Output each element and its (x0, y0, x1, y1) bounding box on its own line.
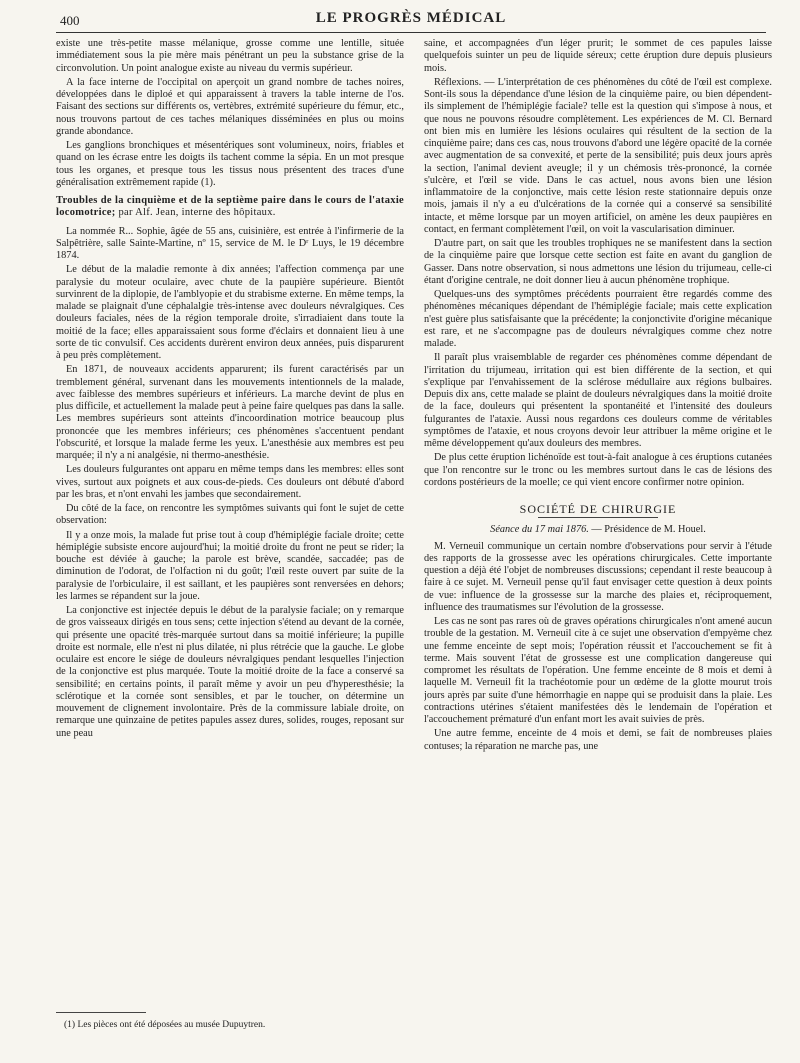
paragraph: existe une très-petite masse mélanique, grosse comme une lentille, située immédiatement sous la pie mère mais pénétrant un peu la substance grise de la circonvolution. Un point analogue existe au niveau du vermis supérieur. (56, 38, 404, 74)
paragraph: saine, et accompagnées d'un léger prurit; le sommet de ces papules laisse quelquefois suinter un peu de liquide séreux; cette éruption dure depuis plusieurs mois. (424, 38, 772, 74)
article-heading (56, 195, 404, 220)
page-number: 400 (60, 13, 80, 28)
paragraph: Les ganglions bronchiques et mésentériques sont volumineux, noirs, friables et quand on les écrase entre les doigts ils tachent comme la sépia. En un mot presque tous les organes, et presque tous les tissus nous présentent des traces d'une généralisation extrêmement rapide (1). (56, 140, 404, 188)
seance-line (424, 524, 772, 536)
paragraph: En 1871, de nouveaux accidents apparurent; ils furent caractérisés par un tremblement général, survenant dans les mouvements intentionnels de la malade, avec faiblesse des membres supérieurs et inférieurs. La marche devint de plus en plus difficile, et actuellement la malade peut à peine faire quelques pas dans la salle. Les membres supérieurs sont atteints d'incoordination motrice beaucoup plus prononcée que les membres inférieurs; ces phénomènes s'accentuent pendant l'obscurité, et lorsque la malade ferme les yeux. L'anesthésie aux membres est peu marquée; il n'y a ni analgésie, ni thermo-anesthésie. (56, 364, 404, 461)
paragraph: Les douleurs fulgurantes ont apparu en même temps dans les membres: elles sont vives, surtout aux poignets et aux cous-de-pieds. Ces douleurs ont débuté d'abord par les bras, et n'ont envahi les jambes que secondairement. (56, 464, 404, 500)
article-title: Troubles de la cinquième et de la septième paire dans le cours de l'ataxie locomotrice; (56, 195, 404, 219)
paragraph: Réflexions. — L'interprétation de ces phénomènes du côté de l'œil est complexe. Sont-ils sous la dépendance d'une lésion de la cinquième paire, ou bien dépendent-ils simplement de l'hémiplégie faciale? telle est la question qui s'impose à nous, et que nous ne pouvons résoudre complètement. Les expériences de M. Cl. Bernard ont bien mis en lumière les lésions oculaires qui résultent de la section de la cinquième paire; dans ces cas, nous trouvons d'abord une légère opacité de la cornée avec augmentation de sa convexité, et perte de la sensibilité; puis deux jours après la section, l'animal devient aveugle; il y un chémosis très-prononcé, la cornée s'ulcère, et l'œil se vide. Dans le cas actuel, nous avons bien une lésion inflammatoire de la conjonctive, mais cette lésion reste stationnaire depuis onze mois, jamais il n'y a eu d'ulcérations de la cornée qui a conservé sa sensibilité intacte, et même lorsque par un moyen artificiel, on amène les deux paupières en contact, en fermant complètement l'œil, on voit la vascularisation diminuer. (424, 76, 772, 235)
footnote-divider (56, 1012, 146, 1013)
paragraph: Du côté de la face, on rencontre les symptômes suivants qui font le sujet de cette observation: (56, 503, 404, 527)
paragraph: Les cas ne sont pas rares où de graves opérations chirurgicales n'ont amené aucun trouble de la gestation. M. Verneuil cite à ce sujet une observation d'empyème chez une femme enceinte de sept mois; l'opération réussit et l'accouchement se fit à terme. Mais souvent l'état de grossesse est une complication dangereuse qui compromet les résultats de l'opération. Une femme enceinte de 8 mois et demi à laquelle M. Verneuil fit la trachéotomie pour un œdème de la glotte mourut trois jours après par suite d'une hémorrhagie en nappe qui se produisit dans la plaie. Les contractions utérines s'étaient manifestées dès le lendemain de l'opération et l'accouchement prématuré d'un enfant mort les avait suivies de près. (424, 616, 772, 725)
society-heading: SOCIÉTÉ DE CHIRURGIE (519, 502, 677, 516)
running-header (56, 10, 766, 33)
paragraph: La conjonctive est injectée depuis le début de la paralysie faciale; on y remarque de gros vaisseaux dirigés en tous sens; cette injection s'étend au devant de la cornée, qui présente une opacité très-marquée surtout dans sa moitié inférieure; la pupille droite est normale, elle n'est ni plus dilatée, ni plus rétrécie que la gauche. Le globe oculaire est encore le siége de douleurs névralgiques pendant lesquelles l'injection de la conjonctive est plus marquée. Toute la moitié droite de la face a conservé sa sensibilité; en certains points, il paraît même y avoir un peu d'hyperesthésie; la sclérotique et la cornée sont sensibles, et par le toucher, on détermine un mouvement de clignement involontaire. Près de la commissure labiale droite, on remarque une quinzaine de petites papules assez dures, solides, rouges, reposant sur une peau (56, 605, 404, 739)
paragraph: D'autre part, on sait que les troubles trophiques ne se manifestent dans la section de la cinquième paire que lorsque cette section est faite en avant du ganglion de Gasser. Dans notre observation, si nous admettons une lésion du trijumeau, celle-ci étant d'origine centrale, ne doit donner lieu à aucun phénomène trophique. (424, 238, 772, 286)
paragraph: A la face interne de l'occipital on aperçoit un grand nombre de taches noires, développées dans le diploé et qui apparaissent à travers la table interne de l'os. Faisant des sections sur différents os, vertèbres, extrémité supérieure du fémur, etc., nous trouvons partout de ces taches mélaniques disséminées en plus ou moins grande abondance. (56, 76, 404, 137)
paragraph: Une autre femme, enceinte de 4 mois et demi, se fait de nombreuses plaies contuses; la réparation ne marche pas, une (424, 728, 772, 752)
paragraph: Le début de la maladie remonte à dix années; l'affection commença par une paralysie du moteur oculaire, avec chute de la paupière supérieure. Bientôt survinrent de la diplopie, de l'amblyopie et du strabisme externe. En même temps, la malade se plaignait d'une céphalalgie très-intense avec douleurs névralgiques. Ces douleurs faciales, nées de la région temporale droite, s'irradiaient dans toute la moitié de la face; elles apparaissaient sous forme d'éclairs et donnaient lieu à une sorte de tic convulsif. Ces accidents durèrent environ deux années, puis disparurent à peu près complètement. (56, 264, 404, 361)
journal-title: LE PROGRÈS MÉDICAL (315, 10, 507, 26)
right-column (424, 38, 772, 993)
paragraph: M. Verneuil communique un certain nombre d'observations pour servir à l'étude des rapports de la grossesse avec les opérations chirurgicales. Cette importante question a déjà été l'objet de nombreuses discussions; cependant il reste beaucoup à faire à ce sujet. M. Verneuil pense qu'il faut envisager cette question à deux points de vue: influence de la grossesse sur la marche des plaies et, réciproquement, influence des traumatismes sur l'évolution de la grossesse. (424, 540, 772, 613)
seance-president: — Présidence de M. Houel. (588, 524, 706, 536)
paragraph: Il paraît plus vraisemblable de regarder ces phénomènes comme dépendant de l'irritation du trijumeau, irritation qui est bien différente de la section, et qui s'explique par l'envahissement de la sclérose médullaire aux régions bulbaires. Depuis dix ans, cette malade se plaint de douleurs névralgiques dans la moitié droite de la face, douleurs qui présentent la spontanéité et l'intensité des douleurs fulgurantes de l'ataxie. Aussi nous regardons ces douleurs comme de véritables symptômes de l'ataxie, et nous croyons devoir leur attribuer la même origine et le même développement qu'aux douleurs des membres. (424, 352, 772, 449)
divider (538, 517, 658, 518)
paragraph: Quelques-uns des symptômes précédents pourraient être regardés comme des phénomènes mécaniques dépendant de l'hémiplégie faciale; mais cette explication n'est guère plus satisfaisante que la précédente; la conjonctivite d'origine mécanique est rare, et ne s'accompagne pas de douleurs névralgiques comme chez notre malade. (424, 289, 772, 349)
left-column (56, 38, 404, 993)
paragraph: De plus cette éruption lichénoïde est tout-à-fait analogue à ces éruptions cutanées que l'on rencontre sur le tronc ou les membres surtout dans le cas de lésions des cordons postérieurs de la moelle; ce qui vient encore confirmer notre opinion. (424, 452, 772, 488)
footnote: (1) Les pièces ont été déposées au musée Dupuytren. (64, 1020, 266, 1030)
seance-date: Séance du 17 mai 1876. (490, 524, 589, 536)
paragraph: Il y a onze mois, la malade fut prise tout à coup d'hémiplégie faciale droite; cette hémiplégie subsiste encore aujourd'hui; la moitié droite du front ne peut se rider; la bouche est déviée à gauche; la parole est brève, scandée, saccadée; pas de diminution de l'odorat, de l'olfaction ni du goût; l'œil reste ouvert par suite de la paralysie de l'orbiculaire, il est saillant, et les paupières sont renversées en dehors; les larmes se répandent sur la joue. (56, 529, 404, 602)
paragraph: La nommée R... Sophie, âgée de 55 ans, cuisinière, est entrée à l'infirmerie de la Salpêtrière, salle Sainte-Martine, nº 15, service de M. le Dʳ Luys, le 19 décembre 1874. (56, 225, 404, 261)
article-byline: par Alf. Jean, interne des hôpitaux. (115, 207, 276, 219)
